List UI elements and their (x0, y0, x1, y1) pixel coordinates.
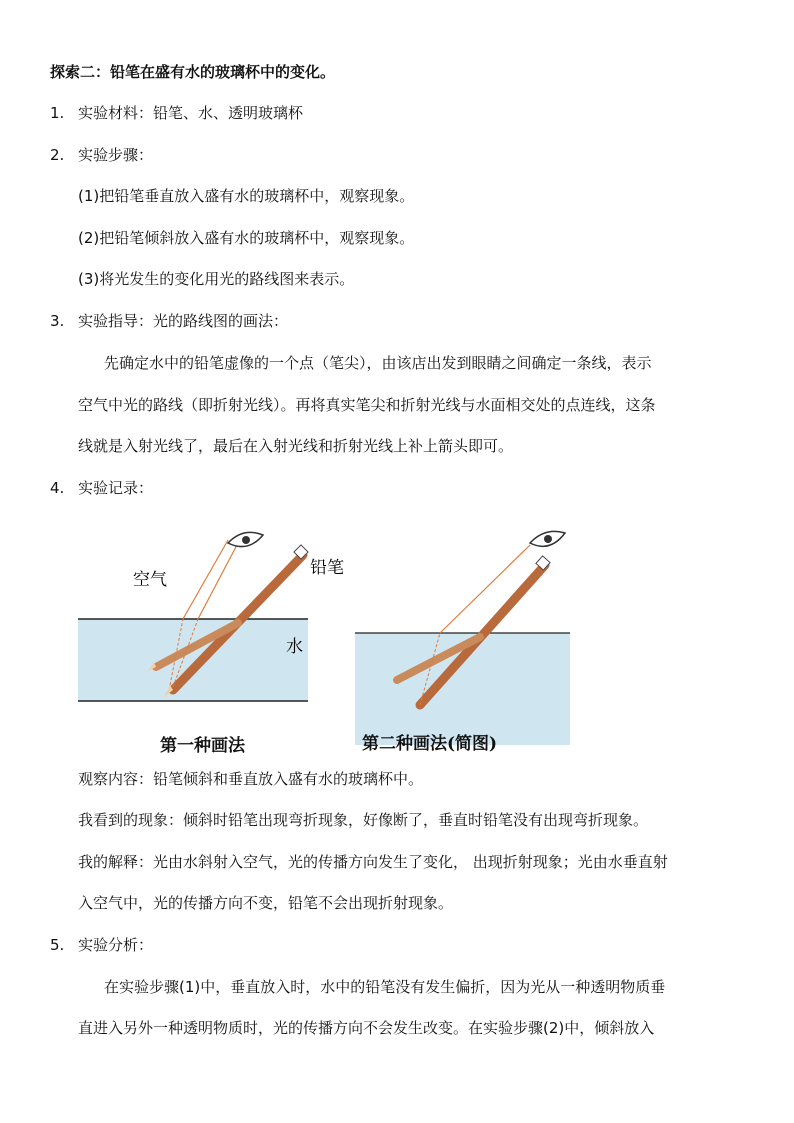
item-3-text: 实验指导：光的路线图的画法： (78, 312, 289, 330)
analysis-line-2: 直进入另外一种透明物质时，光的传播方向不会发生改变。在实验步骤(2)中，倾斜放入 (78, 1019, 655, 1037)
label-water: 水 (286, 637, 303, 657)
saw-text: 我看到的现象：倾斜时铅笔出现弯折现象，好像断了，垂直时铅笔没有出现弯折现象。 (78, 811, 649, 829)
caption-first-method: 第一种画法 (160, 736, 245, 756)
item-2-number: 2. (50, 146, 65, 164)
item-3-number: 3. (50, 312, 65, 330)
item-5-text: 实验分析： (78, 936, 154, 954)
item-2-text: 实验步骤： (78, 146, 154, 164)
refracted-ray (440, 545, 530, 633)
eye-pupil (242, 536, 250, 544)
guide-paragraph-line-3: 线就是入射光线了，最后在入射光线和折射光线上补上箭头即可。 (78, 437, 514, 455)
explain-line-2: 入空气中，光的传播方向不变，铅笔不会出现折射现象。 (78, 894, 454, 912)
item-4-number: 4. (50, 479, 65, 497)
eye-pupil (544, 535, 552, 543)
guide-paragraph-line-1: 先确定水中的铅笔虚像的一个点（笔尖），由该店出发到眼睛之间确定一条线，表示 (104, 354, 652, 372)
item-1-number: 1. (50, 104, 65, 122)
label-air: 空气 (133, 570, 167, 590)
water-region (78, 619, 308, 701)
refracted-ray-1 (183, 540, 228, 619)
figure-second-method (355, 515, 580, 760)
step-3: (3)将光发生的变化用光的路线图来表示。 (78, 270, 355, 288)
item-4-text: 实验记录： (78, 479, 154, 497)
caption-second-method: 第二种画法(简图) (362, 734, 498, 754)
observe-text: 观察内容：铅笔倾斜和垂直放入盛有水的玻璃杯中。 (78, 770, 424, 788)
item-5-number: 5. (50, 936, 65, 954)
figure-first-method (78, 515, 348, 760)
step-1: (1)把铅笔垂直放入盛有水的玻璃杯中，观察现象。 (78, 187, 415, 205)
analysis-line-1: 在实验步骤(1)中，垂直放入时，水中的铅笔没有发生偏折，因为光从一种透明物质垂 (104, 978, 666, 996)
guide-paragraph-line-2: 空气中光的路线（即折射光线）。再将真实笔尖和折射光线与水面相交处的点连线，这条 (78, 396, 656, 414)
explain-line-1: 我的解释：光由水斜射入空气，光的传播方向发生了变化， 出现折射现象；光由水垂直射 (78, 853, 668, 871)
item-1-text: 实验材料：铅笔、水、透明玻璃杯 (78, 104, 304, 122)
label-pencil: 铅笔 (310, 558, 344, 578)
step-2: (2)把铅笔倾斜放入盛有水的玻璃杯中，观察现象。 (78, 229, 415, 247)
section-title: 探索二：铅笔在盛有水的玻璃杯中的变化。 (50, 63, 336, 81)
